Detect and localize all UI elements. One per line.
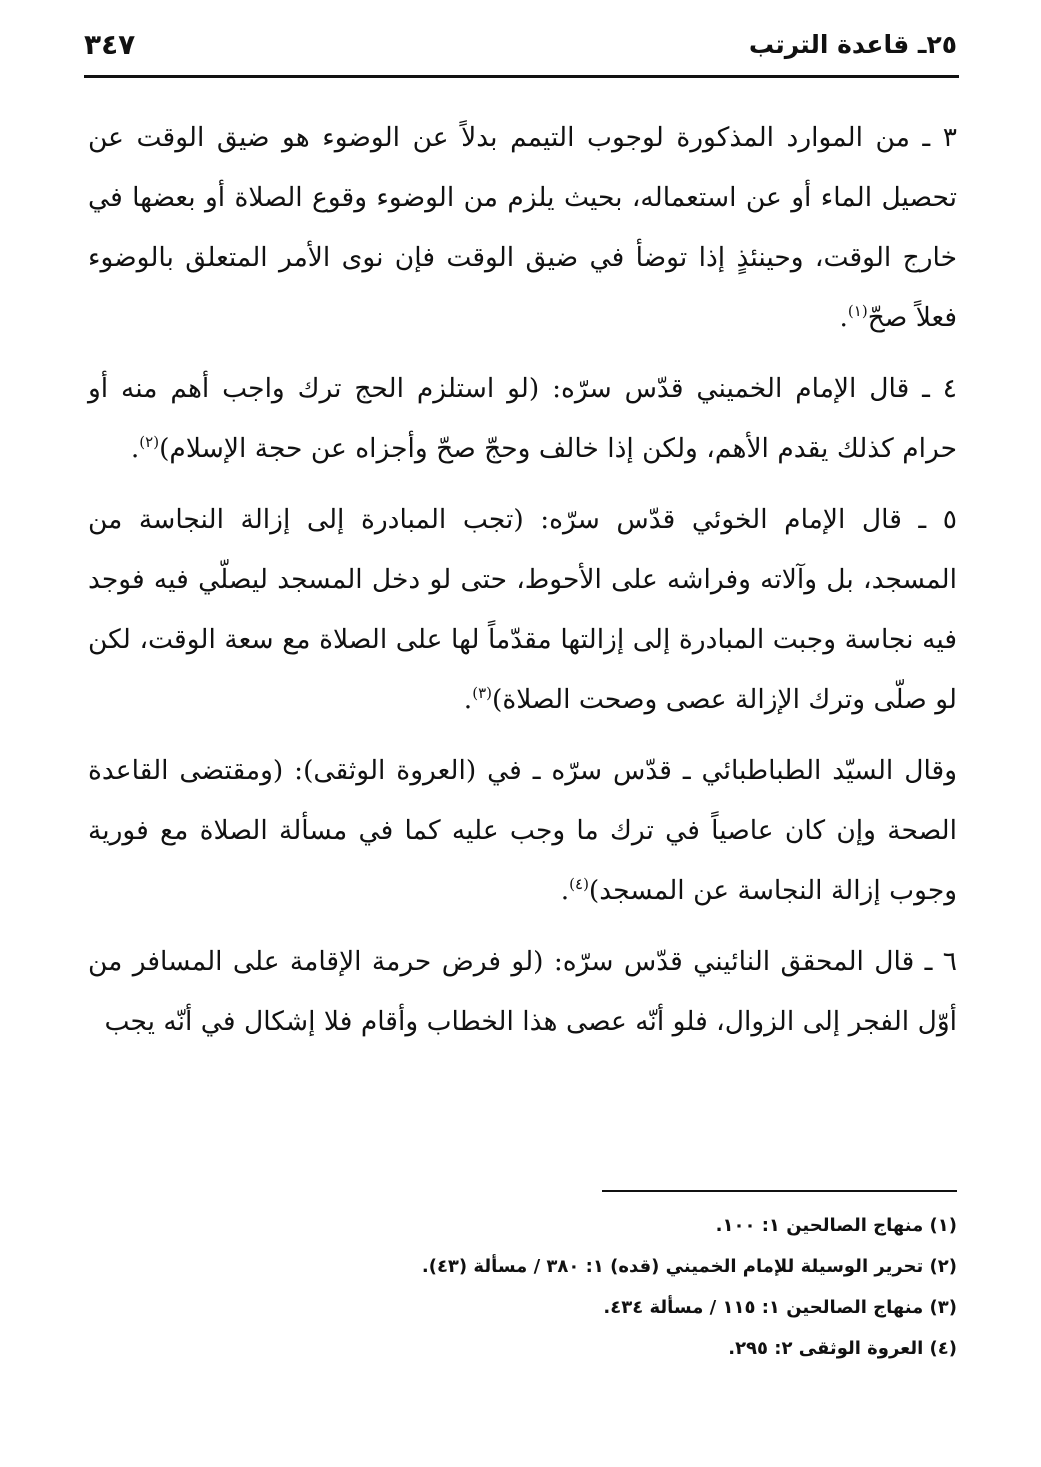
footnote-1: (١) منهاج الصالحين ١: ١٠٠.: [715, 1215, 957, 1236]
page-number: ٣٤٧: [84, 28, 136, 61]
footnote-4: (٤) العروة الوثقى ٢: ٢٩٥.: [728, 1338, 957, 1359]
paragraph-end: .: [463, 684, 473, 715]
paragraph-item-3: [88, 108, 957, 348]
chapter-title: ٢٥ـ قاعدة الترتب: [748, 30, 957, 59]
footnote-2: (٢) تحرير الوسيلة للإمام الخميني (قده) ١: ٣٨٠ / مسألة (٤٣).: [421, 1256, 957, 1277]
main-text: [88, 108, 957, 1063]
footnote-rule: [602, 1190, 957, 1192]
paragraph-text: ٦ ـ قال المحقق النائيني قدّس سرّه: (لو فرض حرمة الإقامة على المسافر من أوّل الفجر إلى الزوال، فلو أنّه عصى هذا الخطاب وأقام فلا إشكال في أنّه يجب: [88, 946, 957, 1037]
paragraph-end: .: [839, 302, 848, 333]
paragraph-end: .: [560, 875, 570, 906]
paragraph-item-5: [88, 490, 957, 730]
paragraph-item-6: [88, 932, 957, 1052]
paragraph-text: ٤ ـ قال الإمام الخميني قدّس سرّه: (لو استلزم الحج ترك واجب أهم منه أو حرام كذلك يقدم الأهم، ولكن إذا خالف وحجّ صحّ وأجزاه عن حجة الإسلام): [88, 373, 957, 464]
footnote-reference: (٣): [472, 684, 493, 703]
footnotes: [88, 1208, 957, 1372]
paragraph-end: .: [130, 433, 140, 464]
footnote-reference: (١): [847, 302, 868, 321]
page-header: [84, 28, 957, 68]
footnote-reference: (٢): [139, 433, 160, 452]
footnote-3: (٣) منهاج الصالحين ١: ١١٥ / مسألة ٤٣٤.: [603, 1297, 957, 1318]
paragraph-text: وقال السيّد الطباطبائي ـ قدّس سرّه ـ في (العروة الوثقى): (ومقتضى القاعدة الصحة وإن كان عاصياً في ترك ما وجب عليه كما في مسألة الصلاة مع فورية وجوب إزالة النجاسة عن المسجد): [88, 755, 957, 906]
header-rule: [84, 75, 959, 78]
paragraph-text: ٣ ـ من الموارد المذكورة لوجوب التيمم بدلاً عن الوضوء هو ضيق الوقت عن تحصيل الماء أو عن استعماله، بحيث يلزم من الوضوء وقوع الصلاة أو بعضها في خارج الوقت، وحينئذٍ إذا توضأ في ضيق الوقت فإن نوى الأمر المتعلق بالوضوء فعلاً صحّ: [88, 122, 957, 333]
paragraph-tabatabai: [88, 741, 957, 921]
footnote-reference: (٤): [569, 875, 589, 894]
paragraph-text: ٥ ـ قال الإمام الخوئي قدّس سرّه: (تجب المبادرة إلى إزالة النجاسة من المسجد، بل وآلاته وفراشه على الأحوط، حتى لو دخل المسجد ليصلّي فيه فوجد فيه نجاسة وجبت المبادرة إلى إزالتها مقدّماً لها على الصلاة مع سعة الوقت، لكن لو صلّى وترك الإزالة عصى وصحت الصلاة): [88, 504, 957, 715]
paragraph-item-4: [88, 359, 957, 479]
